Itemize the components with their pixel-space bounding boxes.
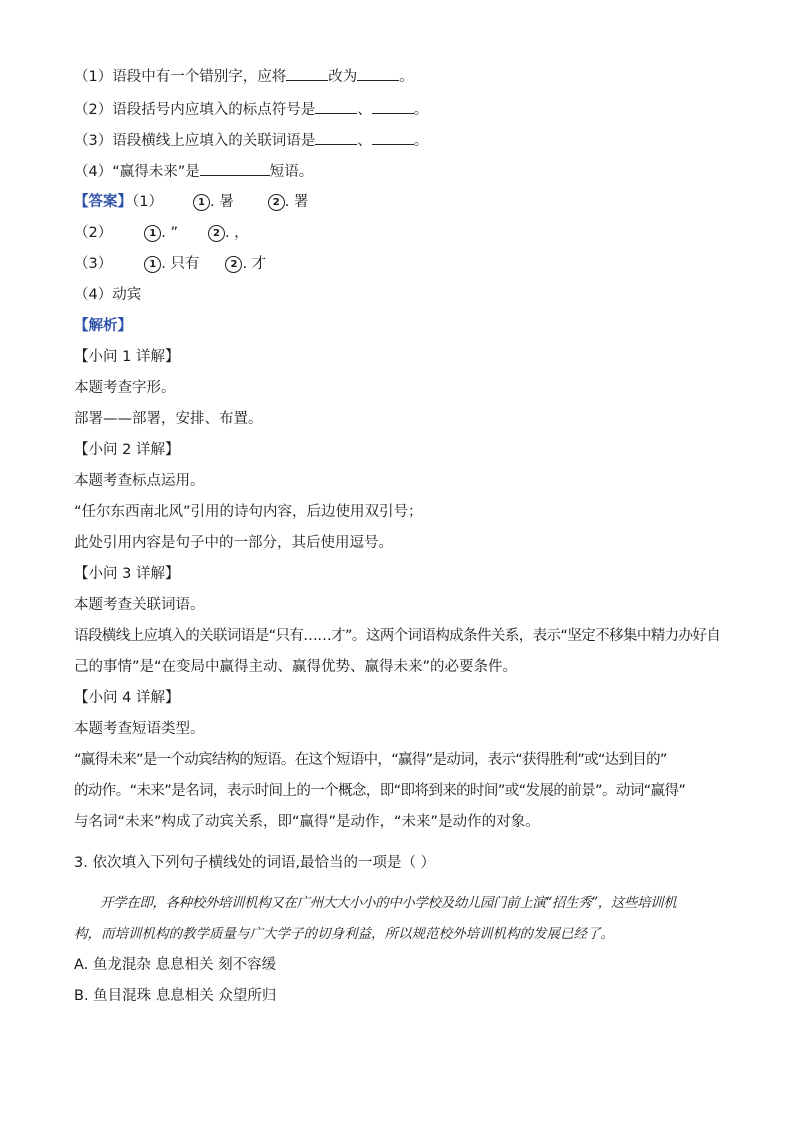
question-text: （4）“赢得未来”是 [74, 164, 200, 180]
circled-number-icon: 1 [144, 256, 161, 273]
analysis-text: 己的事情”是“在变局中赢得主动、赢得优势、赢得未来”的必要条件。 [74, 659, 518, 675]
question-text: 短语。 [269, 164, 314, 180]
answer-blank [286, 66, 328, 81]
analysis-text: 本题考查关联词语。 [74, 597, 205, 613]
passage-line: 开学在即，各种校外培训机构又在广州大大小小的中小学校及幼儿园门前上演“招生秀”，这些培训机 [100, 895, 677, 911]
question-text: 改为 [328, 69, 358, 85]
circled-number-icon: 1 [144, 225, 161, 242]
analysis-text: 部署——部署，安排、布置。 [74, 411, 263, 427]
answer-row-4: （4）动宾 [74, 287, 142, 303]
question-part-4 [74, 161, 313, 182]
answer-blank [357, 66, 399, 81]
answer-text: . 暑 [209, 194, 234, 210]
answer-blank [200, 161, 270, 176]
section-title: 【小问 2 详解】 [74, 442, 180, 458]
section-title: 【小问 4 详解】 [74, 690, 180, 706]
option-a: A. 鱼龙混杂 息息相关 刻不容缓 [74, 957, 277, 973]
answer-row-3 [74, 254, 266, 274]
answer-blank [315, 99, 357, 114]
analysis-text: 与名词“未来”构成了动宾关系，即“赢得”是动作，“未来”是动作的对象。 [74, 814, 540, 830]
option-b: B. 鱼目混珠 息息相关 众望所归 [74, 988, 277, 1004]
section-title: 【小问 3 详解】 [74, 566, 180, 582]
answer-blank [372, 99, 414, 114]
answer-row-1 [74, 192, 308, 212]
answer-tag: 【答案】 [74, 194, 132, 210]
question-text: 。 [399, 69, 414, 85]
answer-row-2 [74, 223, 249, 243]
answer-text: . ， [224, 225, 249, 241]
question-text: 。 [413, 133, 429, 149]
answer-number: （1） [132, 194, 163, 210]
passage-line: 构，而培训机构的教学质量与广大学子的切身利益，所以规范校外培训机构的发展已经了。 [74, 926, 614, 942]
question-text: 、 [357, 102, 372, 118]
circled-number-icon: 2 [208, 225, 225, 242]
question-part-2 [74, 99, 428, 120]
section-title: 【小问 1 详解】 [74, 349, 180, 365]
answer-text: . 只有 [161, 256, 200, 272]
analysis-text: “赢得未来”是一个动宾结构的短语。在这个短语中，“赢得”是动词，表示“获得胜利”或“达到目的” [74, 752, 667, 768]
question-text: 、 [357, 133, 372, 149]
analysis-text: “任尔东西南北风”引用的诗句内容，后边使用双引号； [74, 504, 423, 520]
analysis-text: 本题考查标点运用。 [74, 473, 205, 489]
analysis-text: 本题考查短语类型。 [74, 721, 205, 737]
circled-number-icon: 2 [225, 256, 242, 273]
answer-number: （3） [74, 256, 113, 272]
question-part-3 [74, 130, 428, 151]
answer-text: . ” [161, 225, 178, 241]
question-text: （3）语段横线上应填入的关联词语是 [74, 133, 316, 149]
answer-blank [372, 130, 414, 145]
answer-text: . 署 [284, 194, 309, 210]
analysis-tag: 【解析】 [74, 318, 132, 334]
analysis-text: 的动作。“未来”是名词，表示时间上的一个概念，即“即将到来的时间”或“发展的前景”。动词“赢得” [74, 783, 686, 799]
answer-blank [315, 130, 357, 145]
question-part-1 [74, 66, 414, 87]
answer-text: . 才 [242, 256, 267, 272]
circled-number-icon: 2 [268, 194, 285, 211]
question-text: （2）语段括号内应填入的标点符号是 [74, 102, 316, 118]
question-text: 。 [413, 102, 429, 118]
analysis-text: 本题考查字形。 [74, 380, 176, 396]
answer-number: （2） [74, 225, 113, 241]
analysis-text: 语段横线上应填入的关联词语是“只有……才”。这两个词语构成条件关系，表示“坚定不移集中精力办好自 [74, 628, 721, 644]
question-text: （1）语段中有一个错别字，应将 [74, 69, 287, 85]
circled-number-icon: 1 [193, 194, 210, 211]
question-3-stem: 3. 依次填入下列句子横线处的词语,最恰当的一项是（ ） [74, 855, 436, 871]
analysis-text: 此处引用内容是句子中的一部分，其后使用逗号。 [74, 535, 393, 551]
